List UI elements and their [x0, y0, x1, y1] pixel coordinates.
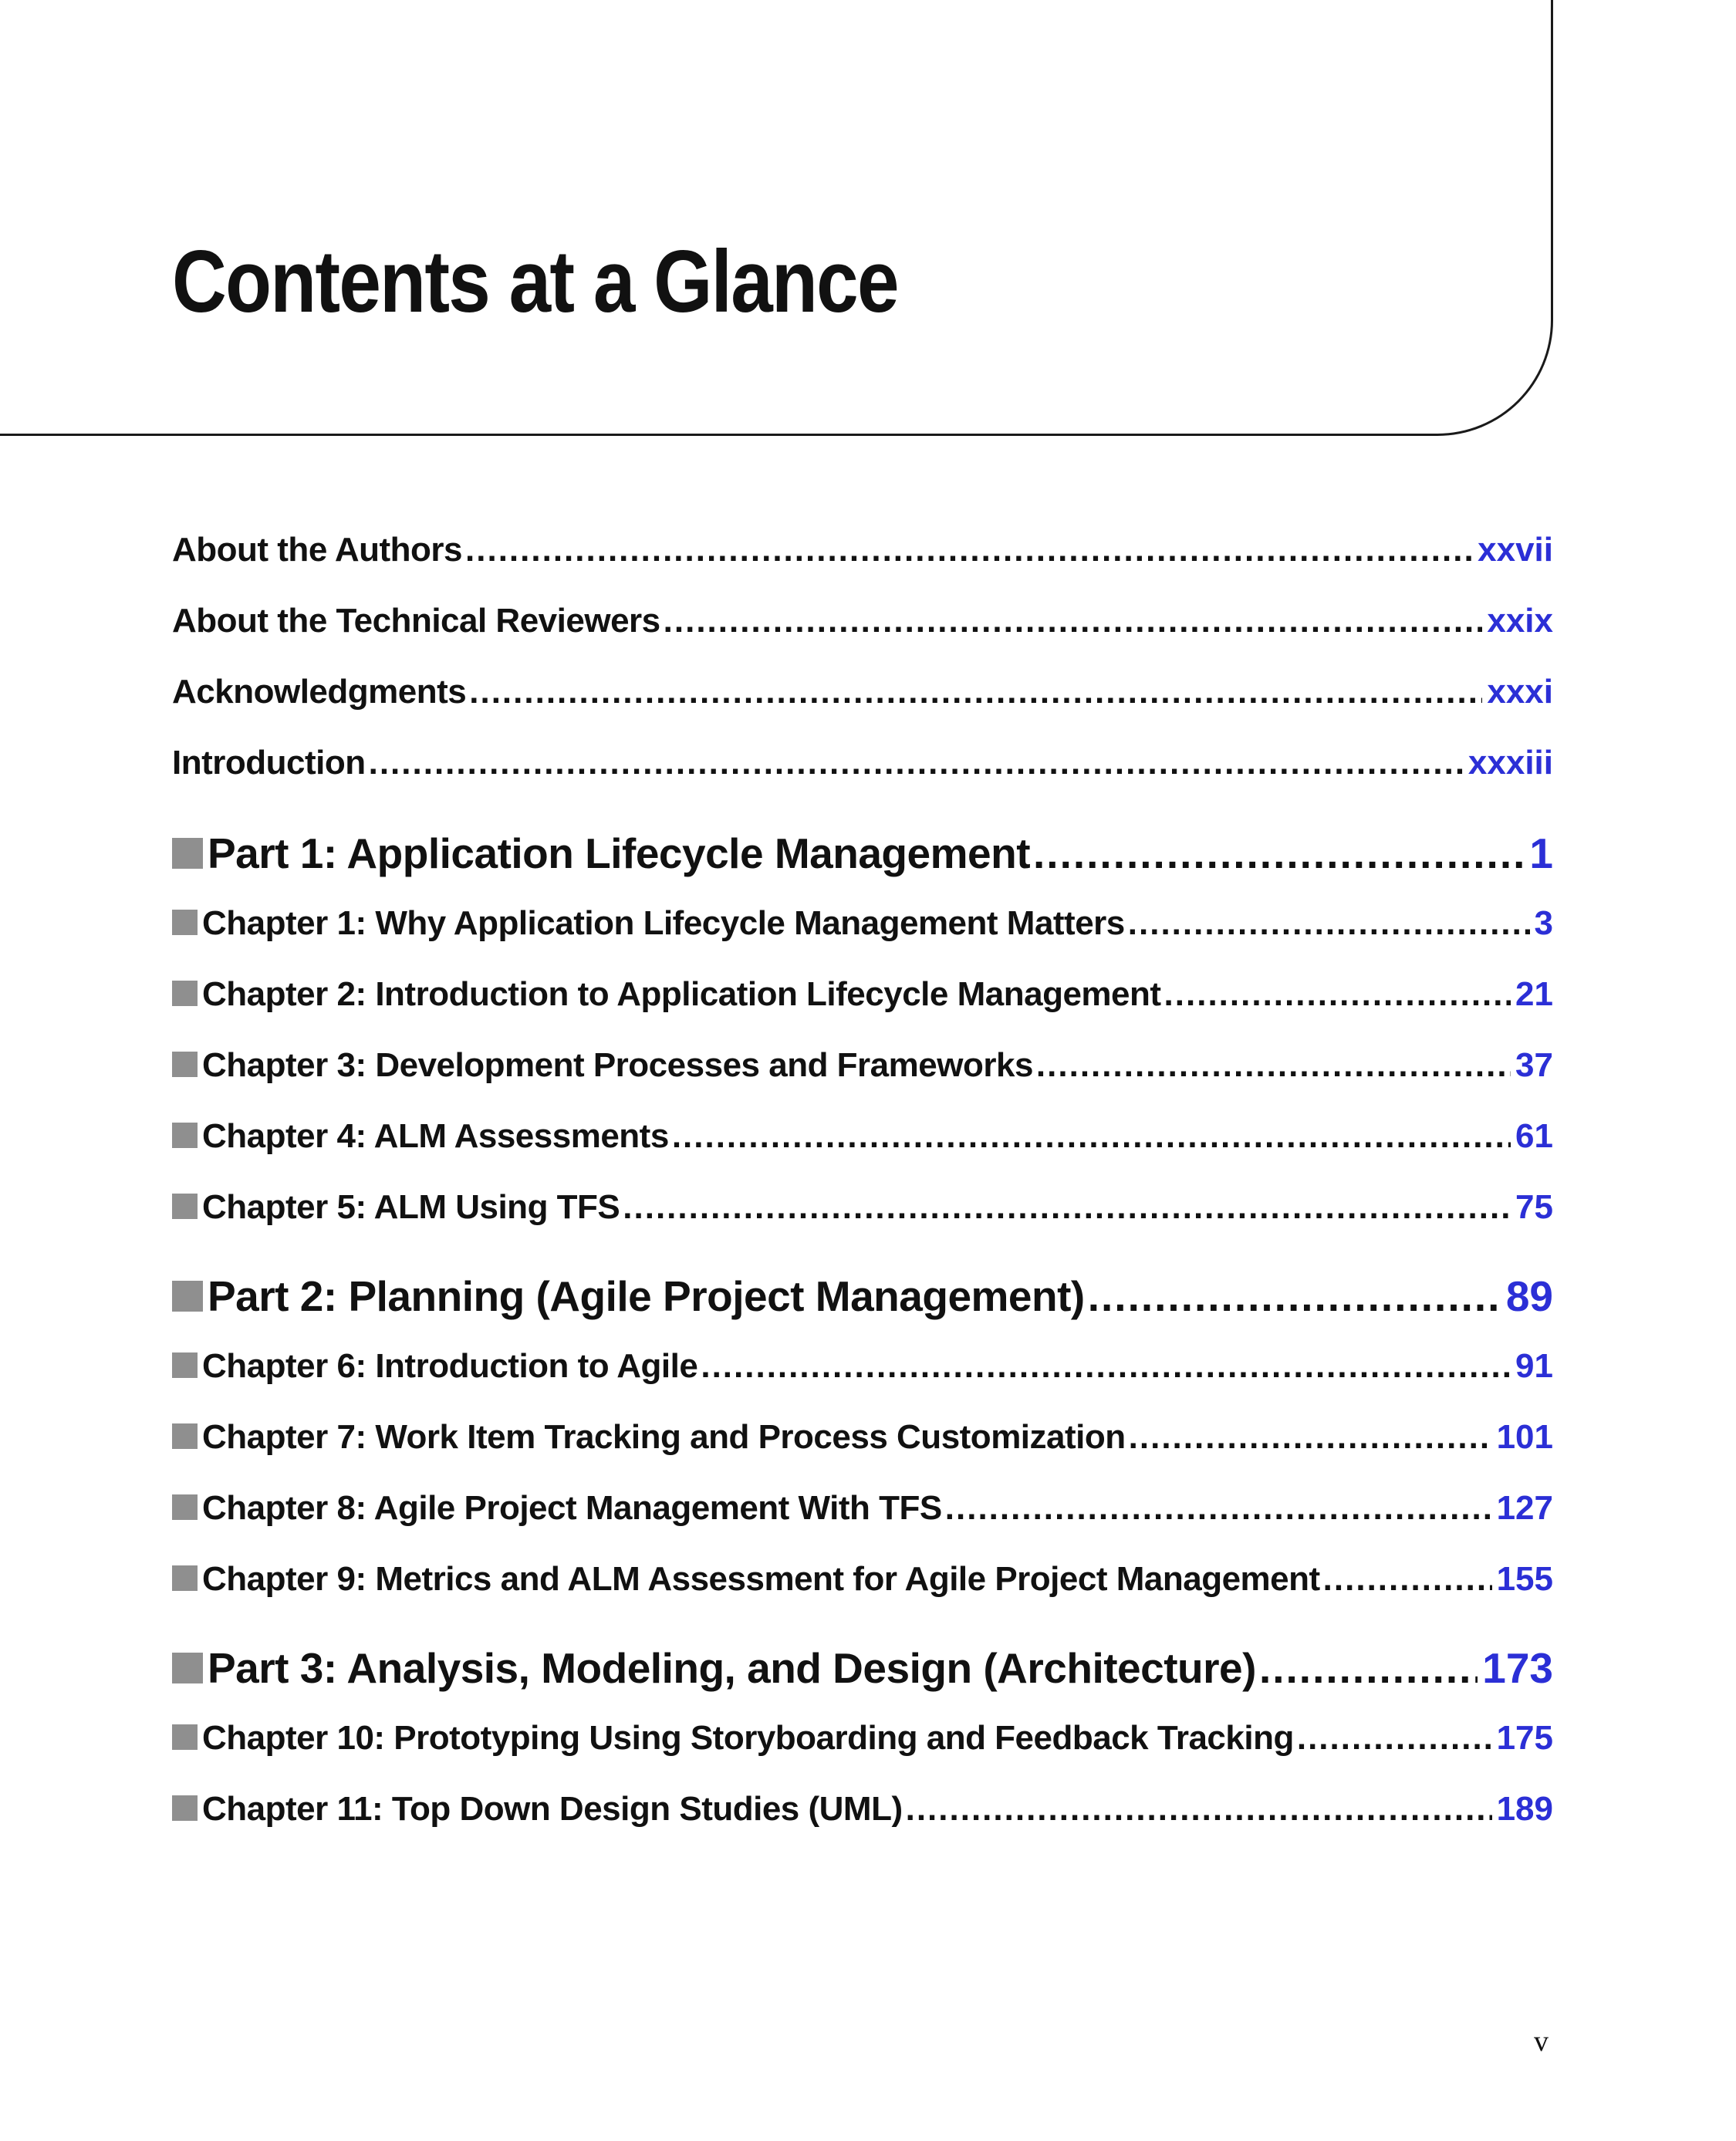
- dot-leader: [1323, 1560, 1492, 1599]
- toc-entry-page[interactable]: xxxi: [1487, 673, 1553, 711]
- toc-entry-chapter-11[interactable]: [172, 1790, 1553, 1829]
- toc-entry-chapter-9[interactable]: [172, 1560, 1553, 1599]
- gray-square-bullet-icon: [172, 1653, 203, 1683]
- toc-entry-chapter-2[interactable]: [172, 975, 1553, 1014]
- toc-entry-label: Chapter 10: Prototyping Using Storyboarding and Feedback Tracking: [202, 1719, 1294, 1757]
- dot-leader: [664, 602, 1483, 640]
- dot-leader: [1088, 1271, 1501, 1321]
- dot-leader: [945, 1489, 1492, 1528]
- toc-entry-page[interactable]: 175: [1496, 1719, 1553, 1757]
- gray-square-bullet-icon: [172, 1724, 198, 1750]
- dot-leader: [1259, 1643, 1478, 1693]
- dot-leader: [672, 1117, 1511, 1156]
- dot-leader: [1036, 1046, 1511, 1085]
- gray-square-bullet-icon: [172, 838, 203, 869]
- toc-entry-label: Chapter 4: ALM Assessments: [202, 1117, 669, 1155]
- toc-entry-chapter-1[interactable]: [172, 904, 1553, 943]
- toc-entry-label: Chapter 3: Development Processes and Frameworks: [202, 1046, 1033, 1084]
- toc-entry-label: Chapter 8: Agile Project Management With TFS: [202, 1489, 942, 1527]
- toc-entry-part-3[interactable]: [172, 1643, 1553, 1693]
- dot-leader: [1297, 1719, 1492, 1758]
- toc-entry-page[interactable]: 21: [1515, 975, 1553, 1013]
- toc-entry-page[interactable]: xxxiii: [1467, 744, 1553, 782]
- toc-entry-page[interactable]: 155: [1496, 1560, 1553, 1598]
- toc-entry-chapter-8[interactable]: [172, 1489, 1553, 1528]
- gray-square-bullet-icon: [172, 1494, 198, 1520]
- dot-leader: [1128, 904, 1530, 943]
- toc-entry-page[interactable]: 61: [1515, 1117, 1553, 1155]
- toc-entry-chapter-7[interactable]: [172, 1418, 1553, 1457]
- toc-entry-chapter-6[interactable]: [172, 1347, 1553, 1386]
- toc-entry-about-authors[interactable]: [172, 531, 1553, 569]
- toc-entry-label: Chapter 2: Introduction to Application Lifecycle Management: [202, 975, 1161, 1013]
- gray-square-bullet-icon: [172, 910, 198, 935]
- dot-leader: [1129, 1418, 1492, 1457]
- toc-entry-chapter-5[interactable]: [172, 1188, 1553, 1227]
- toc-entry-about-reviewers[interactable]: [172, 602, 1553, 640]
- toc-entry-label: Chapter 5: ALM Using TFS: [202, 1188, 620, 1226]
- toc-entry-label: About the Authors: [172, 531, 463, 569]
- dot-leader: [469, 673, 1482, 711]
- dot-leader: [1033, 829, 1525, 878]
- toc-entry-part-2[interactable]: [172, 1271, 1553, 1321]
- toc-entry-chapter-4[interactable]: [172, 1117, 1553, 1156]
- toc-entry-part-1[interactable]: [172, 829, 1553, 878]
- gray-square-bullet-icon: [172, 1795, 198, 1821]
- page-folio: v: [1534, 2025, 1549, 2058]
- dot-leader: [623, 1188, 1511, 1227]
- toc-entry-acknowledgments[interactable]: [172, 673, 1553, 711]
- gray-square-bullet-icon: [172, 981, 198, 1006]
- gray-square-bullet-icon: [172, 1423, 198, 1449]
- toc-entry-page[interactable]: 1: [1529, 829, 1553, 877]
- toc-entry-chapter-3[interactable]: [172, 1046, 1553, 1085]
- toc-entry-label: Chapter 6: Introduction to Agile: [202, 1347, 698, 1385]
- toc-entry-page[interactable]: 89: [1505, 1272, 1553, 1320]
- toc-entry-page[interactable]: 173: [1482, 1644, 1553, 1692]
- toc-entry-page[interactable]: 37: [1515, 1046, 1553, 1084]
- toc-entry-page[interactable]: 75: [1515, 1188, 1553, 1226]
- gray-square-bullet-icon: [172, 1281, 203, 1312]
- gray-square-bullet-icon: [172, 1352, 198, 1378]
- gray-square-bullet-icon: [172, 1052, 198, 1077]
- page-title: Contents at a Glance: [172, 233, 898, 331]
- toc-entry-chapter-10[interactable]: [172, 1719, 1553, 1758]
- toc-entry-label: Chapter 1: Why Application Lifecycle Management Matters: [202, 904, 1125, 942]
- toc-entry-label: About the Technical Reviewers: [172, 602, 660, 640]
- toc-entry-page[interactable]: 189: [1496, 1790, 1553, 1828]
- toc-entry-page[interactable]: xxix: [1487, 602, 1553, 640]
- gray-square-bullet-icon: [172, 1194, 198, 1219]
- toc-entry-label: Chapter 7: Work Item Tracking and Process Customization: [202, 1418, 1126, 1456]
- dot-leader: [1164, 975, 1511, 1014]
- toc-entry-label: Acknowledgments: [172, 673, 467, 711]
- dot-leader: [701, 1347, 1511, 1386]
- toc-entry-introduction[interactable]: [172, 744, 1553, 782]
- toc-entry-page[interactable]: 101: [1496, 1418, 1553, 1456]
- toc-entry-label: Chapter 9: Metrics and ALM Assessment for Agile Project Management: [202, 1560, 1320, 1598]
- gray-square-bullet-icon: [172, 1123, 198, 1148]
- toc-entry-label: Introduction: [172, 744, 366, 782]
- toc-entry-label: Part 1: Application Lifecycle Management: [208, 829, 1031, 877]
- toc-entry-label: Part 2: Planning (Agile Project Management): [208, 1272, 1085, 1320]
- dot-leader: [369, 744, 1464, 782]
- toc-entry-page[interactable]: 3: [1534, 904, 1553, 942]
- dot-leader: [465, 531, 1473, 569]
- toc-entry-label: Chapter 11: Top Down Design Studies (UML): [202, 1790, 903, 1828]
- toc-entry-page[interactable]: 91: [1515, 1347, 1553, 1385]
- gray-square-bullet-icon: [172, 1565, 198, 1591]
- toc-entry-label: Part 3: Analysis, Modeling, and Design (Architecture): [208, 1644, 1256, 1692]
- dot-leader: [906, 1790, 1492, 1829]
- header-frame: [0, 0, 1553, 436]
- toc-entry-page[interactable]: xxvii: [1478, 531, 1553, 569]
- toc-entry-page[interactable]: 127: [1496, 1489, 1553, 1527]
